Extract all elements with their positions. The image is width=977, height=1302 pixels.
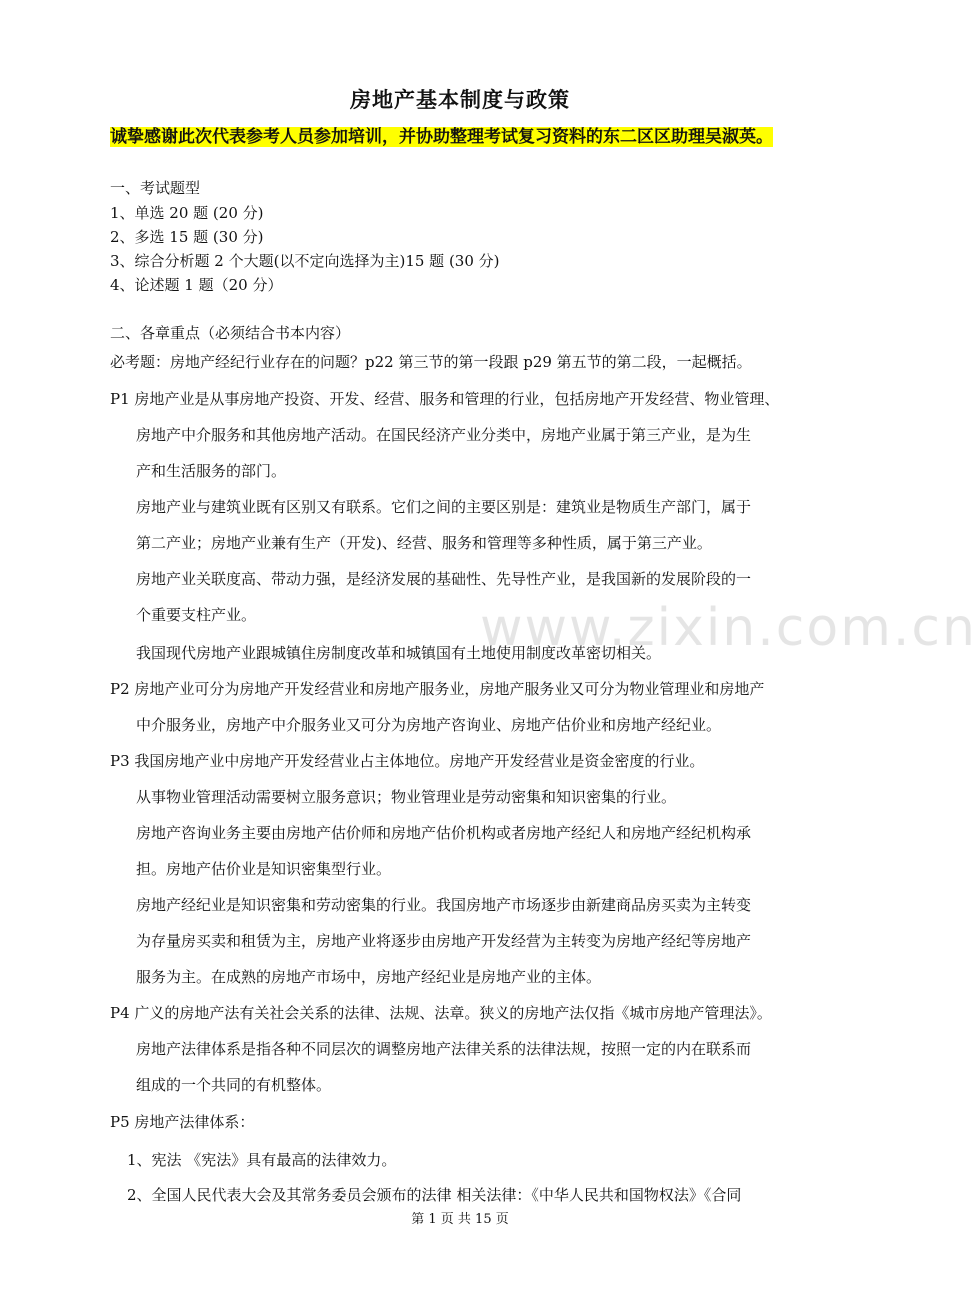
page-title: 房地产基本制度与政策 — [350, 87, 570, 112]
paragraph-line: 中介服务业，房地产中介服务业又可分为房地产咨询业、房地产估价业和房地产经纪业。 — [136, 716, 722, 734]
paragraph-line: P5 房地产法律体系： — [110, 1113, 255, 1131]
paragraph-line: 房地产咨询业务主要由房地产估价师和房地产估价机构或者房地产经纪人和房地产经纪机构承 — [136, 824, 752, 842]
paragraph-line: P4 广义的房地产法有关社会关系的法律、法规、法章。狭义的房地产法仅指《城市房地产管理法》。 — [110, 1004, 772, 1022]
thanks-text: 诚挚感谢此次代表参考人员参加培训，并协助整理考试复习资料的东二区区助理吴淑英。 — [110, 127, 773, 147]
section-heading: 二、各章重点（必须结合书本内容） — [110, 324, 351, 342]
paragraph-line: P3 我国房地产业中房地产开发经营业占主体地位。房地产开发经营业是资金密度的行业。 — [110, 752, 705, 770]
paragraph-line: 个重要支柱产业。 — [136, 606, 257, 624]
paragraph-line: 必考题：房地产经纪行业存在的问题？p22 第三节的第一段跟 p29 第五节的第二段，一起概括。 — [110, 353, 752, 371]
paragraph-line: 第二产业；房地产业兼有生产（开发)、经营、服务和管理等多种性质，属于第三产业。 — [136, 534, 712, 552]
list-item: 3、综合分析题 2 个大题(以不定向选择为主)15 题 (30 分) — [110, 252, 500, 270]
paragraph-line: P1 房地产业是从事房地产投资、开发、经营、服务和管理的行业，包括房地产开发经营、物业管理、 — [110, 390, 780, 408]
paragraph-line: 从事物业管理活动需要树立服务意识；物业管理业是劳动密集和知识密集的行业。 — [136, 788, 677, 806]
paragraph-line: 为存量房买卖和租赁为主，房地产业将逐步由房地产开发经营为主转变为房地产经纪等房地产 — [136, 932, 752, 950]
paragraph-line: 组成的一个共同的有机整体。 — [136, 1076, 332, 1094]
list-item: 1、单选 20 题 (20 分) — [110, 204, 264, 222]
paragraph-line: P2 房地产业可分为房地产开发经营业和房地产服务业，房地产服务业又可分为物业管理业和房地产 — [110, 680, 765, 698]
list-item: 1、宪法 《宪法》具有最高的法律效力。 — [127, 1151, 397, 1169]
list-item: 2、全国人民代表大会及其常务委员会颁布的法律 相关法律：《中华人民共和国物权法》《合同 — [127, 1186, 742, 1204]
page-footer: 第 1 页 共 15 页 — [411, 1212, 509, 1227]
thanks-note — [110, 124, 810, 150]
paragraph-line: 房地产中介服务和其他房地产活动。在国民经济产业分类中，房地产业属于第三产业，是为生 — [136, 426, 752, 444]
paragraph-line: 房地产法律体系是指各种不同层次的调整房地产法律关系的法律法规，按照一定的内在联系而 — [136, 1040, 752, 1058]
paragraph-line: 服务为主。在成熟的房地产市场中，房地产经纪业是房地产业的主体。 — [136, 968, 602, 986]
list-item: 2、多选 15 题 (30 分) — [110, 228, 264, 246]
paragraph-line: 担。房地产估价业是知识密集型行业。 — [136, 860, 392, 878]
section-heading: 一、考试题型 — [110, 179, 201, 197]
paragraph-line: 我国现代房地产业跟城镇住房制度改革和城镇国有土地使用制度改革密切相关。 — [136, 644, 662, 662]
paragraph-line: 房地产业关联度高、带动力强，是经济发展的基础性、先导性产业，是我国新的发展阶段的一 — [136, 570, 752, 588]
list-item: 4、论述题 1 题（20 分） — [110, 276, 283, 294]
paragraph-line: 房地产业与建筑业既有区别又有联系。它们之间的主要区别是：建筑业是物质生产部门，属于 — [136, 498, 752, 516]
paragraph-line: 产和生活服务的部门。 — [136, 462, 287, 480]
watermark: www.zixin.com.cn — [480, 598, 977, 658]
paragraph-line: 房地产经纪业是知识密集和劳动密集的行业。我国房地产市场逐步由新建商品房买卖为主转变 — [136, 896, 752, 914]
